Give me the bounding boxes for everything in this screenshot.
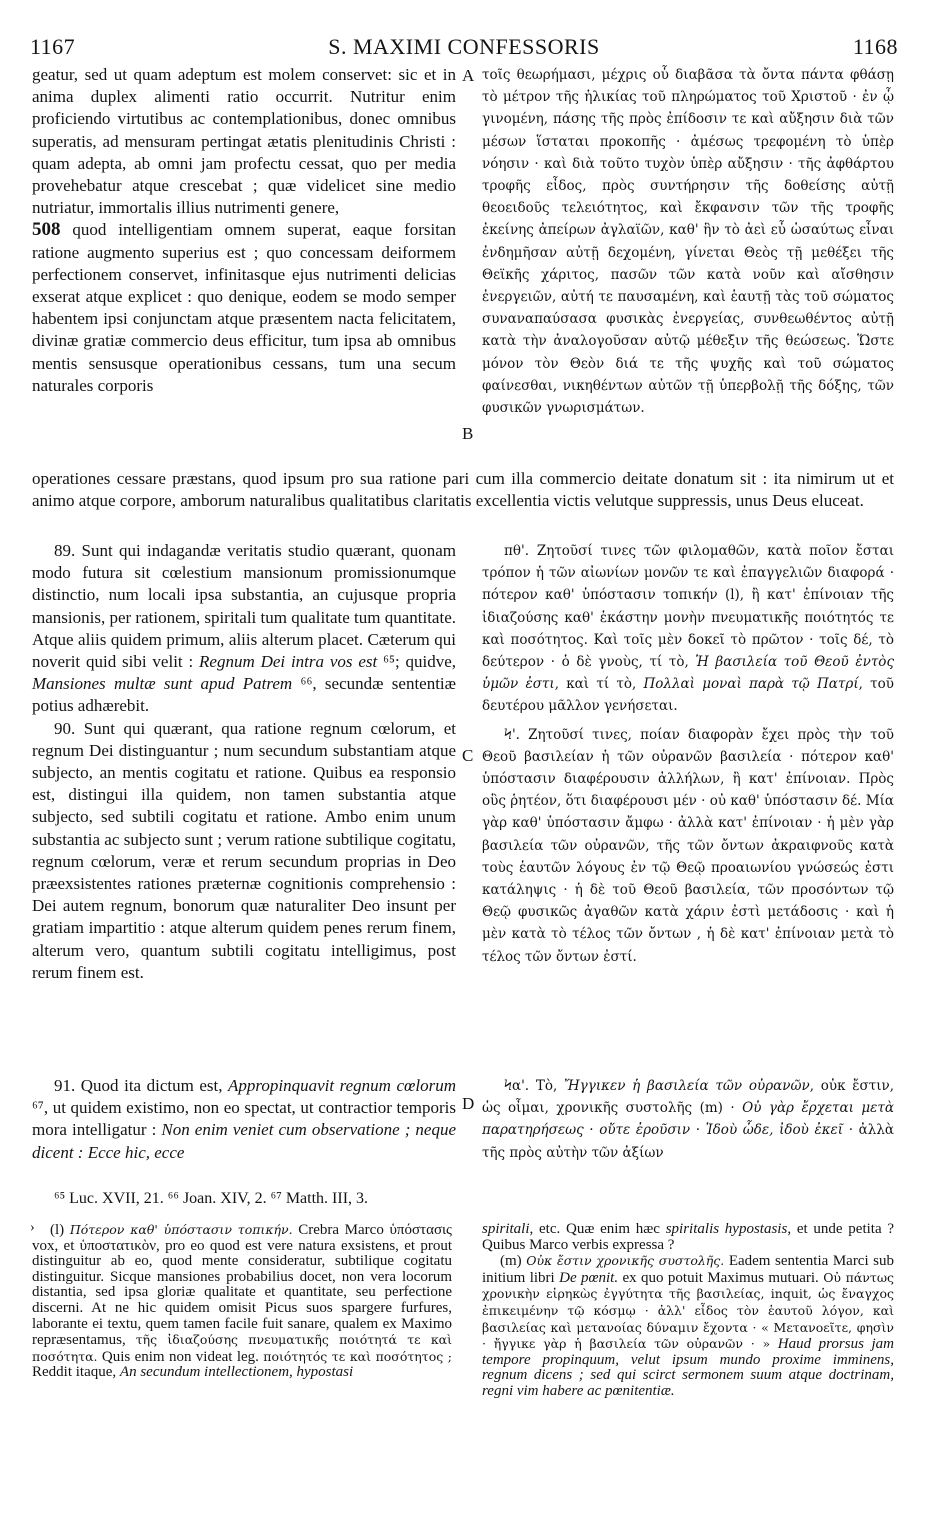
footnote-label: (l) <box>50 1222 65 1238</box>
text: , οὐκ ἔστιν, ὡς οἶμαι, χρονικῆς συστολῆς (m) · <box>482 1078 894 1117</box>
greek-text: Οὐ πάντως χρονικὴν εἰρηκὼς ἐγγύτητα τῆς βασιλείας, inquit, ὡς ἔναγχος ἐπικειμένην τῷ κόσμῳ · ἀλλ' εἶδος τὸν ἑαυτοῦ λόγον, καὶ βασιλείας καὶ μετανοίας δύναμιν ἔχοντα · « Μετανοεῖτε, φησὶν · ἤγγικε γὰρ ἡ βασιλεία τῶν οὐρανῶν · » <box>482 1269 895 1352</box>
text: , ut quidem existimo, non eo spectat, ut contractior temporis mora intelligatur : <box>32 1098 456 1140</box>
text: πθ'. Ζητοῦσί τινες τῶν φιλομαθῶν, κατὰ ποῖον ἔσται τρόπον ἡ τῶν αἰωνίων μονῶν τε καὶ ἐπαγγελιῶν διαφορά · πότερον καθ' ὑπόστασιν τοπικήν (l), ἢ κατ' ἐπίνοιαν τῆς ἰδιαζούσης καθ' ἑκάστην μονὴν πνευματικῆς ποιότητός τε καὶ ποσότητος. Καὶ τοῖς μὲν δοκεῖ τὸ πρῶτον · τοῖς δέ, τὸ δεύτερον · ὁ δὲ γνοὺς, τί τὸ, <box>482 543 894 671</box>
section-90-latin: 90. Sunt qui quærant, qua ratione regnum cœlorum, et regnum Dei distinguantur ; num secundum substantiam atque subjecto, an mentis cogitatu et ratione. Quibus ea responsio est, distingui illa quidem, non tamen substantia atque subjecto, sed subtili cogitatu et ratione. Ambo enim unum substantia ac subjecto sunt ; verum ratione subtilique cogitatu, regnum cœlorum, veræ et rerum secundum proprias in Deo præexsistentes rationes præternæ cognitionis comprehensio : Dei autem regnum, bonorum quæ naturaliter Deo insunt per gratiam impartitio : atque alterum quidem penes rerum finem, alterum vero, quantum subtili cogitatu intelligimus, post rerum finem est. <box>32 718 456 982</box>
footnote-l <box>32 1222 452 1381</box>
latin-text: quod intelligentiam omnem superat, eaque forsitan ratione augmento superius est ; quo concessam deiformem perfectionem conservet, infinitasque ejus nutrimenti delicias exserat atque explicet : quo denique, eodem se modo semper habentem ipsi conjunctam atque præsentem nacta felicitatem, divinæ gratiæ commercio deus efficitur, tum ipsa ab omnibus mentis sensusque operationibus cessans, tum una secum naturales corporis <box>32 220 457 395</box>
section-91-latin <box>32 1075 456 1164</box>
greek-paragraph: τοῖς θεωρήμασι, μέχρις οὗ διαβᾶσα τὰ ὄντα πάντα φθάσῃ τὸ μέτρον τῆς ἡλικίας τοῦ πληρώματος τοῦ Χριστοῦ · ἐν ᾧ γινομένη, πάσης τῆς πρὸς ἐπίδοσιν τε καὶ αὔξησιν διὰ τῶν μέσων ἵσταται προκοπῆς · ἀμέσως τρεφομένη τὸ ὑπὲρ νόησιν · καὶ διὰ τοῦτο τυχὸν ὑπὲρ αὔξησιν · τῆς ἀφθάρτου τροφῆς εἶδος, πρὸς συντήρησιν τῆς δοθείσης αὐτῇ θεοειδοῦς τελειότητος, καὶ ἔκφανσιν τῶν τῆς τροφῆς ἐκείνης ἀπείρων ἀγλαϊῶν, καθ' ἣν τὸ ἀεὶ εὖ ὡσαύτως εἶναι ἐνδημῆσαν αὐτῇ δεχομένη, γίνεται Θεὸς τῇ μεθέξει τῆς Θεϊκῆς χάριτος, πασῶν τῶν κατὰ νοῦν καὶ αἴσθησιν ἐνεργειῶν, αὐτή τε παυσαμένη, καὶ ἑαυτῇ τὰς τοῦ σώματος συναναπαύσασα φυσικὰς ἐνεργείας, συνθεωθέντος αὐτῇ κατὰ τὴν ἀναλογοῦσαν αὐτῷ μέθεξιν τῆς θεώσεως. Ὥστε μόνον τὸν Θεὸν διά τε τῆς ψυχῆς καὶ τοῦ σώματος φαίνεσθαι, νικηθέντων αὐτῶν τῇ ὑπερβολῇ τῆς δόξης, τῶν φυσικῶν γνωρισμάτων. <box>482 67 894 417</box>
greek-text: τῆς ἰδιαζούσης πνευματικῆς ποιότητά τε καὶ ποσότητα. <box>32 1332 452 1364</box>
text: Crebra Marco ὑπόστασις vox, et ὑποστατικὸν, pro eo quod est vere natura exsistens, et prout distinguitur ab eo, quod mente consideratur, subtilique cogitatu distinguitur. Sicque mansiones probabilius docet, non vera locorum distantia, sed ipsa gloriæ qualitate et quantitate, seu perfectione discerni. At ne hic quidem omisit Picus suos spargere furfures, laborante ei textu, quem tamen facile fuit sanare, qualem ex Maximo repræsentamus, <box>32 1222 452 1349</box>
scripture-quote: Appropinquavit regnum cœlorum <box>228 1076 456 1095</box>
page-number-left: 1167 <box>30 34 76 59</box>
footnote-margin-mark: › <box>30 1220 35 1235</box>
page-marker-508: 508 <box>32 219 61 241</box>
scripture-references: ⁶⁵ Luc. XVII, 21. ⁶⁶ Joan. XIV, 2. ⁶⁷ Matth. III, 3. <box>54 1190 369 1207</box>
scripture-quote: Ἤγγικεν ἡ βασιλεία τῶν οὐρανῶν <box>564 1078 810 1094</box>
greek-column-middle <box>482 540 894 968</box>
scripture-quote: Πολλαὶ μοναὶ παρὰ τῷ Πατρί <box>643 676 859 693</box>
text: ; quidve, <box>394 652 457 672</box>
text: Eadem sententia Marci sub initium libri <box>482 1253 894 1286</box>
footnote-label: (m) <box>500 1253 522 1270</box>
footnotes-right <box>482 1222 894 1400</box>
section-90-greek: Ϟ'. Ζητοῦσί τινες, ποίαν διαφορὰν ἔχει πρὸς τὴν τοῦ Θεοῦ βασιλείαν ἡ τῶν οὐρανῶν βασιλεία · πότερον καθ' ὑπόστασιν διαφέρουσιν ἀλλήλων, ἢ κατ' ἐπίνοιαν. Πρὸς οὓς ῥητέον, ὅτι διαφέρουσι μέν · οὐ καθ' ὑπόστασιν δέ. Μία γὰρ καθ' ὑπόστασιν ἄμφω · ἀλλὰ κατ' ἐπίνοιαν · ἡ μὲν γὰρ βασιλεία τῶν οὐρανῶν, τῆς τῶν ὄντων ἀκραιφνοῦς κατὰ τοὺς ἑαυτῶν λόγους ἐν τῷ Θεῷ προαιωνίου γνώσεώς ἐστι κατάληψις · ἡ δὲ τοῦ Θεοῦ βασιλεία, τῶν προσόντων τῷ Θεῷ φυσικῶς ἀγαθῶν κατὰ χάριν ἐστὶ μετάδοσις · καὶ ἡ μὲν κατὰ τὸ τέλος τῶν ὄντων , ἡ δὲ κατ' ἐπίνοιαν μετὰ τὸ τέλος τῶν ὄντων ἐστί. <box>482 726 894 965</box>
italic-text: spiritali <box>482 1221 530 1237</box>
scripture-quote: Mansiones multæ sunt apud Patrem <box>32 674 293 694</box>
footnote-l-cont <box>482 1222 894 1253</box>
latin-paragraph-cont <box>32 219 456 397</box>
italic-text: An secundum intellectionem, hypostasi <box>119 1364 354 1381</box>
full-width-text: operationes cessare præstans, quod ipsum pro sua ratione pari cum illa commercio deitate donatum sit : ita nimirum ut et animo atque corpore, amborum naturalibus qualitatibus claritatis excellentia victis velutque suppressis, unus Deus eluceat. <box>32 469 894 511</box>
scripture-quote: Ἡ βασιλεία τοῦ Θεοῦ ἐντὸς ὑμῶν ἐστι <box>482 654 895 693</box>
ref-mark: ⁶⁶ <box>300 674 313 694</box>
page-number-right: 1168 <box>852 34 898 59</box>
scripture-quote: Regnum Dei intra vos est <box>199 652 378 672</box>
latin-paragraph: geatur, sed ut quam adeptum est molem conservet: sic et in anima duplex alimenti ratio occurrit. Nutritur enim proficiendo virtutibus ac contemplationibus, donec omnibus superatis, ad mensuram pertingat ætatis plenitudinis Christi : quam adepta, ab omni jam profectu cessat, quo per media provehebatur atque crescebat ; quæ videlicet sine medio nutriatur, immortalis illius nutrimenti genere, <box>32 65 456 218</box>
text: · ἀλλὰ τῆς πρὸς αὐτὴν τῶν ἀξίων <box>482 1122 894 1161</box>
greek-column-91 <box>482 1075 894 1164</box>
scripture-quote: Non enim veniet cum observatione ; neque dicent : Ecce hic, ecce <box>32 1120 457 1162</box>
running-title: S. MAXIMI CONFESSORIS <box>328 34 600 59</box>
text: Ϟα'. Τὸ, <box>504 1078 558 1094</box>
scripture-quote: Οὐ γὰρ ἔρχεται μετὰ παρατηρήσεως · οὔτε ἐροῦσιν · Ἰδοὺ ὧδε, ἰδοὺ ἐκεῖ <box>482 1100 895 1139</box>
margin-letter-a: A <box>462 66 475 85</box>
footnote-m <box>482 1253 894 1399</box>
footnotes-left <box>32 1222 452 1381</box>
italic-text: De pœnit. <box>559 1269 619 1286</box>
margin-letter-b: B <box>462 424 474 443</box>
greek-lemma: Οὐκ ἔστιν χρονικῆς συστολῆς. <box>526 1253 725 1269</box>
text: , etc. Quæ enim hæc <box>529 1221 660 1237</box>
ref-mark: ⁶⁵ <box>383 652 395 672</box>
latin-column-91 <box>32 1075 456 1164</box>
greek-text: ποιότητός τε καὶ ποσότητος ; <box>263 1348 453 1364</box>
text: 91. Quod ita dictum est, <box>54 1076 223 1095</box>
ref-mark: ⁶⁷ <box>32 1098 44 1118</box>
text: Reddit itaque, <box>32 1364 117 1381</box>
text: 89. Sunt qui indagandæ veritatis studio quærant, quonam modo futura sit cœlestium mansionum promissionumque distinctio, num locali ipsa substantia, an cujusque propria mansionis, per rationem, spiritali tum qualitate tum quantitate. Atque aliis quidem primum, aliis alterum placet. Cæterum qui noverit quid sibi velit : <box>32 541 456 672</box>
greek-lemma: Πότερον καθ' ὑπόστασιν τοπικήν. <box>69 1222 293 1237</box>
full-width-paragraph <box>32 468 894 512</box>
running-header <box>30 34 898 60</box>
text: , τοῦ δευτέρου μᾶλλον γενήσεται. <box>482 676 894 715</box>
margin-letter-c: C <box>462 746 474 765</box>
italic-text: Haud prorsus jam tempore propinquum, velut ipsum mundo proxime imminens, regnum dicens ; sed qui scirct sermonem suum atque doctrinam, regni vim habere ac pœnitentiæ. <box>482 1336 894 1399</box>
margin-letter-d: D <box>462 1094 475 1113</box>
italic-text: spiritalis hypostasis <box>665 1221 788 1237</box>
latin-column-top <box>32 64 456 397</box>
section-89-latin <box>32 540 456 718</box>
greek-column-top <box>482 64 894 419</box>
text: , καὶ τί τὸ, <box>554 676 637 693</box>
text: , secundæ sententiæ potius adhærebit. <box>32 674 456 716</box>
section-89-greek <box>482 540 894 718</box>
section-91-greek <box>482 1075 894 1164</box>
text: Quis enim non videat leg. <box>101 1348 259 1365</box>
latin-column-middle <box>32 540 456 984</box>
text: ex quo potuit Maximus mutuari. <box>622 1269 819 1286</box>
text: , et unde petita ? Quibus Marco verbis expressa ? <box>482 1221 895 1253</box>
